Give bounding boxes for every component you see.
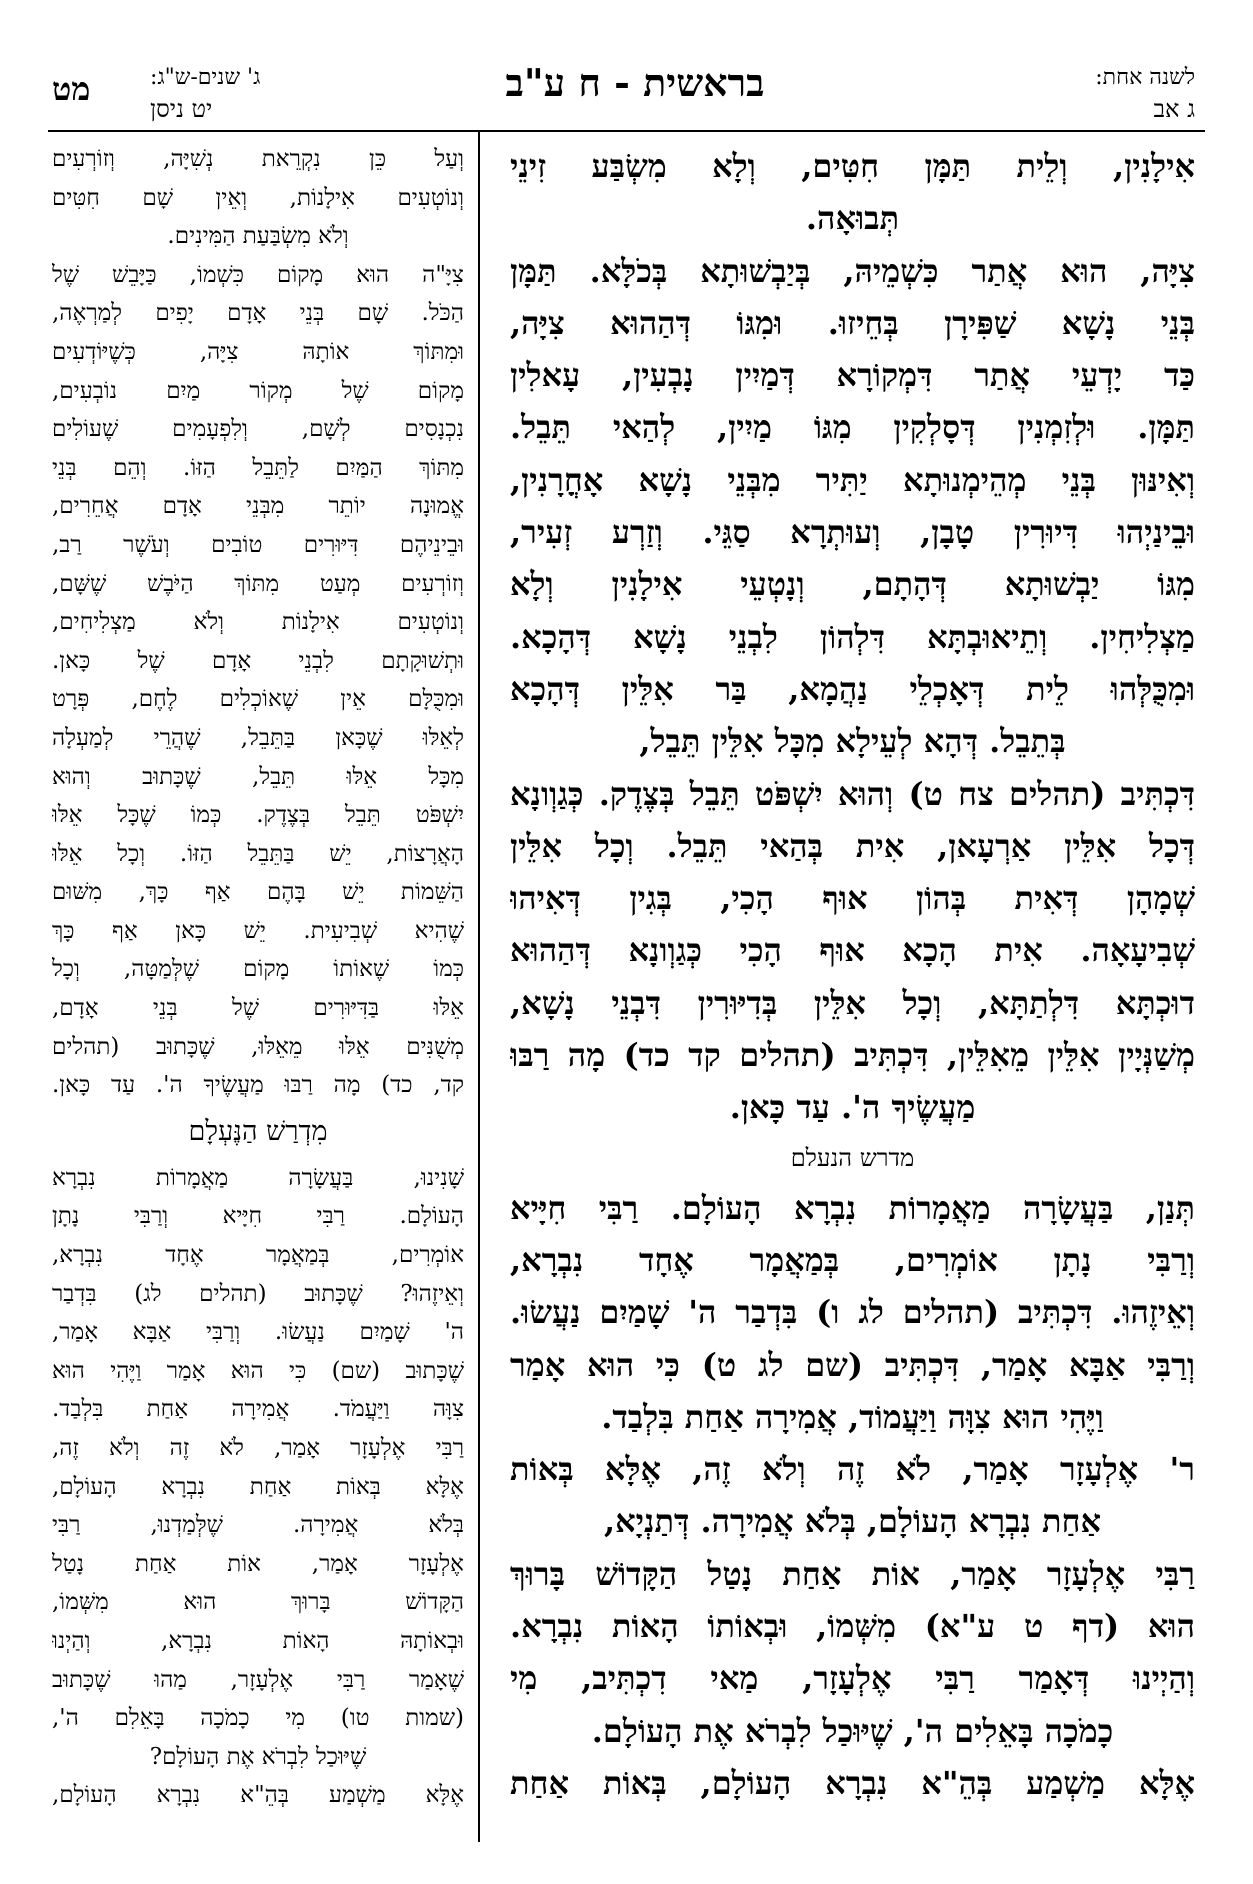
text-line: וְעַל כֵּן נִקְרֵאת נְשִׁיָּה, וְזוֹרְעִים bbox=[52, 146, 464, 172]
text-line: קד, כד) מָה רַבּוּ מַעֲשֶׂיךָ ה'. עַד כָּאן. bbox=[52, 1072, 464, 1099]
text-line: אֵלּוּ בַּדִּיּוּרִים שֶׁל בְּנֵי אָדָם, bbox=[52, 995, 464, 1022]
text-line: וְהַיְינוּ דְּאָמַר רַבִּי אֶלְעָזָר, מַאי דִכְתִּיב, מִי bbox=[510, 1659, 1195, 1698]
text-line: צִוָּה וַיַּעֲמֹד. אֲמִירָה אַחַת בִּלְבַד. bbox=[52, 1396, 464, 1423]
text-line: צִיָּ"ה הוּא מָקוֹם כִּשְׁמוֹ, כַּיָּבֵשׁ שֶׁל bbox=[52, 261, 464, 288]
text-line: בְּתֵבֵל. דְּהָא לְעֵילָא מִכָּל אִלֵּין תֵּבֵל, bbox=[639, 722, 1066, 761]
main-aramaic-text bbox=[510, 140, 1195, 1134]
translation-column bbox=[52, 140, 464, 1815]
text-line: וְאִינּוּן בְּנֵי מְהֵימְנוּתָא יַתִּיר מִבְּנֵי נָשָׁא אָחֳרָנִין, bbox=[510, 460, 1195, 499]
text-line: שָׁנִינוּ, בַּעֲשָׂרָה מַאֲמָרוֹת נִבְרָא bbox=[52, 1164, 464, 1191]
text-line: וְרַבִּי אַבָּא אָמַר, דִּכְתִּיב (שם לג ט) כִּי הוּא אָמַר bbox=[510, 1345, 1195, 1384]
text-line: בְּנֵי נָשָׁא שַׁפִּירָן בְּחֵיזוּ. וּמִגּוֹ דְּהַהוּא צִיָּה, bbox=[510, 303, 1195, 342]
text-line: וַיֶּהִי הוּא צִוָּה וַיַּעֲמוֹד, אֲמִירָה אַחַת בִּלְבַד. bbox=[601, 1397, 1104, 1436]
page-title: בראשית - ח ע"ב bbox=[505, 60, 765, 105]
text-line: וּבֵינַיְהוּ דִּיוּרִין טָבָן, וְעוּתְרָא סַגֵּי. וְזַרְע זְעִיר, bbox=[510, 513, 1195, 552]
text-line: הַשֵּׁמוֹת יֵשׁ בָּהֶם אַף כָּךְ, מִשּׁוּם bbox=[52, 879, 464, 906]
text-line: וְאֵיזֶהוּ. דִּכְתִּיב (תהלים לג ו) בִּדְבַר ה' שָׁמַיִם נַעֲשׂוּ. bbox=[510, 1293, 1195, 1332]
text-line: כְּמוֹ שֶׁאוֹתוֹ מָקוֹם שֶׁלְּמַטָּה, וְכָל bbox=[52, 956, 464, 983]
text-line: מִגּוֹ יַבְשׁוּתָא דְּהָתָם, וְנָטְעֵי אִילָנִין וְלָא bbox=[510, 565, 1195, 604]
reading-schedule-label: לשנה אחת: bbox=[1095, 65, 1195, 90]
text-line: וְרַבִּי נָתָן אוֹמְרִים, בְּמַאֲמָר אֶחָד נִבְרָא, bbox=[510, 1240, 1195, 1279]
text-line: נִכְנָסִים לְשָׁם, וְלִפְעָמִים שֶׁעוֹלִים bbox=[52, 416, 464, 443]
text-line: שֶׁיּוּכַל לִבְרֹא אֶת הָעוֹלָם? bbox=[149, 1743, 367, 1770]
text-line: מְשֻׁנִּים אֵלּוּ מֵאֵלּוּ, שֶׁכָּתוּב (תהלים bbox=[52, 1033, 464, 1060]
text-line: וְנוֹטְעִים אִילָנוֹת וְלֹא מַצְלִיחִים, bbox=[52, 609, 464, 636]
text-line: אוֹמְרִים, בְּמַאֲמָר אֶחָד נִבְרָא, bbox=[52, 1242, 464, 1269]
text-line: שֶׁכָּתוּב (שם) כִּי הוּא אָמַר וַיֶּהִי הוּא bbox=[52, 1357, 464, 1384]
text-line: דוּכְתָּא דִּלְתַתָּא, וְכָל אִלֵּין בְּדִיּוּרִין דִּבְנֵי נָשָׁא, bbox=[510, 983, 1195, 1022]
text-line: הוּא (דף ט ע"א) מִשְּׁמוֹ, וּבְאוֹתוֹ הָאוֹת נִבְרָא. bbox=[510, 1607, 1195, 1646]
translation-section-heading: מִדְרַשׁ הַנֶּעְלָם bbox=[188, 1115, 328, 1147]
text-line: תְּנַן, בַּעֲשָׂרָה מַאֲמָרוֹת נִבְרָא הָעוֹלָם. רַבִּי חִיָּיא bbox=[510, 1188, 1195, 1227]
text-line: בְּלֹא אֲמִירָה. שֶׁלְּמַדְנוּ, רַבִּי bbox=[52, 1512, 464, 1539]
text-line: שְׁמָהָן דְּאִית בְּהוֹן אוּף הָכִי, בְּגִין דְּאִיהוּ bbox=[510, 879, 1195, 918]
text-line: תְּבוּאָה. bbox=[805, 199, 900, 238]
text-line: וּמִכֻּלְּהוּ לֵית דְּאָכְלֵי נַהֲמָא, בַּר אִלֵּין דְּהָכָא bbox=[510, 669, 1195, 708]
column-divider bbox=[478, 132, 480, 1842]
text-line: אֶלָּא מַשְׁמַע בְּהֵ"א נִבְרָא הָעוֹלָם, bbox=[52, 1782, 464, 1809]
text-line: אַחַת נִבְרָא הָעוֹלָם, בְּלֹא אֲמִירָה. דְּתַנְיָא, bbox=[603, 1502, 1102, 1541]
main-column bbox=[510, 140, 1195, 1809]
text-line: מַעֲשֶׂיךָ ה'. עַד כָּאן. bbox=[729, 1088, 976, 1127]
translation-midrash-text bbox=[52, 1159, 464, 1815]
text-line: צִיָּה, הוּא אֲתַר כִּשְׁמֵיהּ, בְּיַבְשׁוּתָא בְּכֹלָּא. תַּמָּן bbox=[510, 251, 1195, 290]
cycle-schedule-label: ג' שנים-ש"ג: bbox=[150, 65, 261, 90]
cycle-schedule-date: יט ניסן bbox=[150, 95, 213, 123]
translation-text bbox=[52, 140, 464, 1105]
text-line: שֶׁאָמַר רַבִּי אֶלְעָזָר, מַהוּ שֶׁכָּתוּב bbox=[52, 1666, 464, 1693]
text-line: אֱמוּנָה יוֹתֵר מִבְּנֵי אָדָם אֲחֵרִים, bbox=[52, 493, 464, 520]
text-line: לְאֵלּוּ שֶׁכָּאן בַּתֵּבֵל, שֶׁהֲרֵי לְמַעְלָה bbox=[52, 724, 464, 751]
text-line: דִּכְתִּיב (תהלים צח ט) וְהוּא יִשְׁפֹּט תֵּבֵל בְּצֶדֶק. כְּגַוְונָא bbox=[510, 774, 1195, 813]
text-line: הַכֹּל. שָׁם בְּנֵי אָדָם יָפִים לְמַרְאֶה, bbox=[52, 300, 464, 327]
text-line: וּתְשׁוּקָתָם לִבְנֵי אָדָם שֶׁל כָּאן. bbox=[52, 647, 464, 674]
text-line: מִכָּל אֵלּוּ תֵּבֵל, שֶׁכָּתוּב וְהוּא bbox=[52, 763, 464, 790]
text-line: כַּד יָדְעֵי אֲתַר דִּמְקוֹרָא דְּמַיִין נָבְעִין, עָאלִין bbox=[510, 356, 1195, 395]
text-line: מָקוֹם שֶׁל מְקוֹר מַיִם נוֹבְעִים, bbox=[52, 377, 464, 404]
page-number: מט bbox=[52, 70, 91, 108]
text-line: מִתּוֹךְ הַמַּיִם לַתֵּבֵל הַזּוֹ. וְהֵם בְּנֵי bbox=[52, 454, 464, 481]
main-midrash-text bbox=[510, 1182, 1195, 1810]
text-line: מְשַׁנְּיָין אִלֵּין מֵאִלֵּין, דִּכְתִּיב (תהלים קד כד) מָה רַבּוּ bbox=[510, 1036, 1195, 1075]
text-line: ר' אֶלְעָזָר אָמַר, לֹא זֶה וְלֹא זֶה, אֶלָּא בְּאוֹת bbox=[510, 1450, 1195, 1489]
text-line: מַצְלִיחִין. וְתֵיאוּבְתָּא דִּלְהוֹן לִבְנֵי נָשָׁא דְּהָכָא. bbox=[510, 617, 1195, 656]
text-line: יִשְׁפֹּט תֵּבֵל בְּצֶדֶק. כְּמוֹ שֶׁכָּל אֵלּוּ bbox=[52, 802, 464, 829]
main-section-heading: מדרש הנעלם bbox=[790, 1143, 915, 1172]
text-line: וּבְאוֹתָהּ הָאוֹת נִבְרָא, וְהַיְנוּ bbox=[52, 1627, 464, 1654]
text-line: הַקָּדוֹשׁ בָּרוּךְ הוּא מִשְּׁמוֹ, bbox=[52, 1589, 464, 1616]
text-line: וְאֵיזֶהוּ? שֶׁכָּתוּב (תהלים לג) בִּדְבַר bbox=[52, 1280, 464, 1307]
text-line: דְּכָל אִלֵּין אַרְעָאן, אִית בְּהַאי תֵּבֵל. וְכָל אִלֵּין bbox=[510, 826, 1195, 865]
text-line: וְזוֹרְעִים מְעַט מִתּוֹךְ הַיֹּבֶשׁ שֶׁשָּׁם, bbox=[52, 570, 464, 597]
text-line: אֶלָּא בְּאוֹת אַחַת נִבְרָא הָעוֹלָם, bbox=[52, 1473, 464, 1500]
text-line: הָעוֹלָם. רַבִּי חִיָּיא וְרַבִּי נָתָן bbox=[52, 1203, 464, 1230]
text-line: שֶׁהִיא שְׁבִיעִית. יֵשׁ כָּאן אַף כָּךְ bbox=[52, 917, 464, 944]
text-line: תַּמָּן. וּלְזִמְנִין דְּסָלְקִין מִגּוֹ מַיִין, לְהַאי תֵּבֵל. bbox=[510, 408, 1195, 447]
text-line: ה' שָׁמַיִם נַעֲשׂוּ. וְרַבִּי אַבָּא אָמַר, bbox=[52, 1319, 464, 1346]
text-line: וּמִתּוֹךְ אוֹתָהּ צִיָּה, כְּשֶׁיּוֹדְעִים bbox=[52, 338, 464, 365]
text-line: וְנוֹטְעִים אִילָנוֹת, וְאֵין שָׁם חִטִּים bbox=[52, 184, 464, 211]
text-line: אֶלְעָזָר אָמַר, אוֹת אַחַת נָטַל bbox=[52, 1550, 464, 1577]
text-line: (שמות טו) מִי כָמֹכָה בָּאֵלִם ה', bbox=[52, 1705, 464, 1732]
reading-schedule-date: ג אב bbox=[1153, 95, 1195, 123]
text-line: וּבֵינֵיהֶם דִּיּוּרִים טוֹבִים וְעֹשֶׁר רַב, bbox=[52, 531, 464, 558]
text-line: רַבִּי אֶלְעָזָר אָמַר, אוֹת אַחַת נָטַל הַקָּדוֹשׁ בָּרוּךְ bbox=[510, 1554, 1195, 1593]
text-line: וְלֹא מִשְׂבַּעַת הַמִּינִים. bbox=[167, 223, 349, 250]
text-line: שְׁבִיעָאָה. אִית הָכָא אוּף הָכִי כְּגַוְונָא דְּהַהוּא bbox=[510, 931, 1195, 970]
text-line: אֶלָּא מַשְׁמַע בְּהֵ"א נִבְרָא הָעוֹלָם, בְּאוֹת אַחַת bbox=[510, 1763, 1195, 1802]
text-line: אִילָנִין, וְלֵית תַּמָּן חִטִּים, וְלָא מִשְׂבַּע זִינֵי bbox=[510, 147, 1195, 185]
text-line: הָאֲרָצוֹת, יֵשׁ בַּתֵּבֵל הַזּוֹ. וְכָל אֵלּוּ bbox=[52, 840, 464, 867]
text-line: רַבִּי אֶלְעָזָר אָמַר, לֹא זֶה וְלֹא זֶה, bbox=[52, 1435, 464, 1461]
header-divider bbox=[48, 130, 1205, 132]
text-line: וּמִכֻּלָּם אֵין שֶׁאוֹכְלִים לֶחֶם, פְּרָט bbox=[52, 686, 464, 713]
text-line: כָמֹכָה בָּאֵלִים ה', שֶׁיּוּכַל לִבְרֹא אֶת הָעוֹלָם. bbox=[591, 1711, 1114, 1750]
